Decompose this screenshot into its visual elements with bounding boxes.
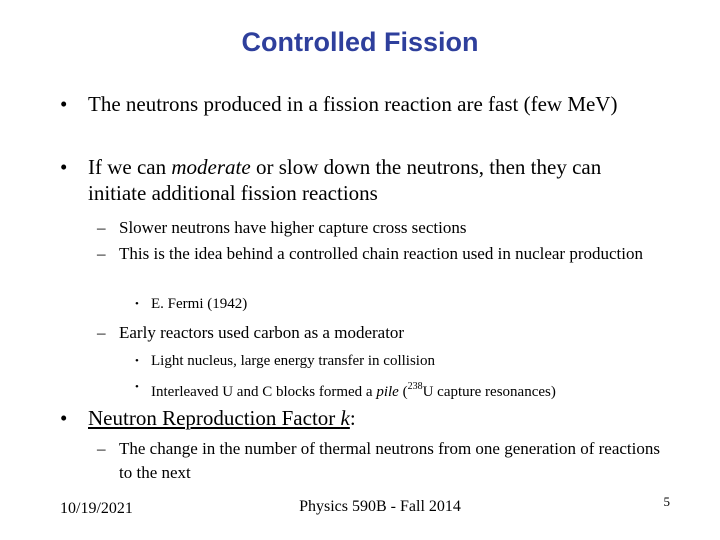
bullet-marker: •	[60, 406, 68, 430]
subbullet-capture-cross-sections	[97, 216, 667, 240]
dash-marker: –	[97, 244, 106, 263]
emphasis-moderate: moderate	[171, 155, 251, 179]
text-run: or slow down the neutrons, then they can initiate additional fission reactions	[88, 155, 602, 205]
bullet-reproduction-factor	[60, 405, 660, 431]
underlined-text-run	[88, 406, 350, 430]
subbullet-text: Slower neutrons have higher capture cross sections	[119, 218, 467, 237]
subsubbullet-text: E. Fermi (1942)	[151, 296, 248, 312]
dash-marker: –	[97, 439, 106, 458]
footer-course: Physics 590B - Fall 2014	[299, 498, 461, 515]
text-run: :	[349, 406, 356, 430]
bullet-marker: •	[135, 381, 139, 393]
bullet-text	[88, 405, 660, 431]
subsubbullet-text	[151, 374, 695, 405]
superscript-238: 238	[407, 381, 423, 392]
bullet-text	[88, 154, 660, 206]
bullet-marker: •	[135, 298, 139, 310]
slide-title: Controlled Fission	[241, 27, 479, 57]
bullet-fast-neutrons	[60, 91, 660, 117]
subsubbullet-fermi	[135, 291, 655, 317]
text-run: Neutron Reproduction Factor	[88, 406, 341, 430]
emphasis-k: k	[340, 406, 350, 430]
text-run: Interleaved U and C blocks formed a	[151, 384, 377, 400]
bullet-text: The neutrons produced in a fission reaction are fast (few MeV)	[88, 92, 618, 116]
subbullet-text: The change in the number of thermal neutrons from one generation of reactions to the next	[119, 439, 660, 482]
text-run: If we can	[88, 155, 172, 179]
text-run: U capture resonances)	[422, 384, 556, 400]
bullet-marker: •	[135, 355, 139, 367]
subsubbullet-text: Light nucleus, large energy transfer in collision	[151, 353, 435, 369]
text-run: (	[398, 384, 408, 400]
footer-date: 10/19/2021	[60, 500, 133, 517]
subbullet-thermal-neutrons	[97, 437, 667, 485]
bullet-marker: •	[60, 92, 68, 116]
subsubbullet-interleaved-blocks	[135, 374, 695, 405]
subbullet-early-reactors	[97, 321, 667, 345]
dash-marker: –	[97, 218, 106, 237]
subsubbullet-light-nucleus	[135, 348, 675, 374]
subbullet-chain-reaction	[97, 242, 667, 266]
subbullet-text: Early reactors used carbon as a moderator	[119, 323, 405, 342]
bullet-marker: •	[60, 155, 68, 179]
bullet-moderate-neutrons	[60, 154, 660, 206]
dash-marker: –	[97, 323, 106, 342]
footer-page-number: 5	[663, 494, 670, 509]
emphasis-pile: pile	[376, 384, 399, 400]
subbullet-text: This is the idea behind a controlled chain reaction used in nuclear production	[119, 244, 643, 263]
